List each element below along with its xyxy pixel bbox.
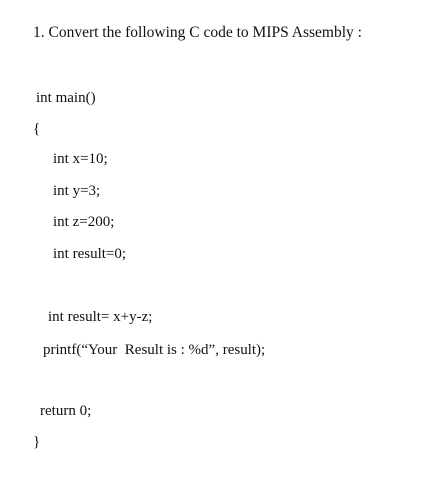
code-line-decl-result: int result=0;: [53, 246, 127, 262]
code-line-open-brace: {: [33, 121, 41, 137]
question-heading: 1. Convert the following C code to MIPS Assembly :: [33, 24, 362, 41]
code-line-decl-y: int y=3;: [53, 183, 101, 199]
code-line-signature: int main(): [36, 90, 96, 106]
code-line-decl-x: int x=10;: [53, 151, 108, 167]
code-line-decl-z: int z=200;: [53, 214, 115, 230]
code-line-return: return 0;: [40, 403, 92, 419]
code-line-close-brace: }: [33, 434, 41, 450]
code-line-printf: printf(“Your Result is : %d”, result);: [43, 342, 266, 358]
code-line-assign-result: int result= x+y-z;: [48, 309, 153, 325]
